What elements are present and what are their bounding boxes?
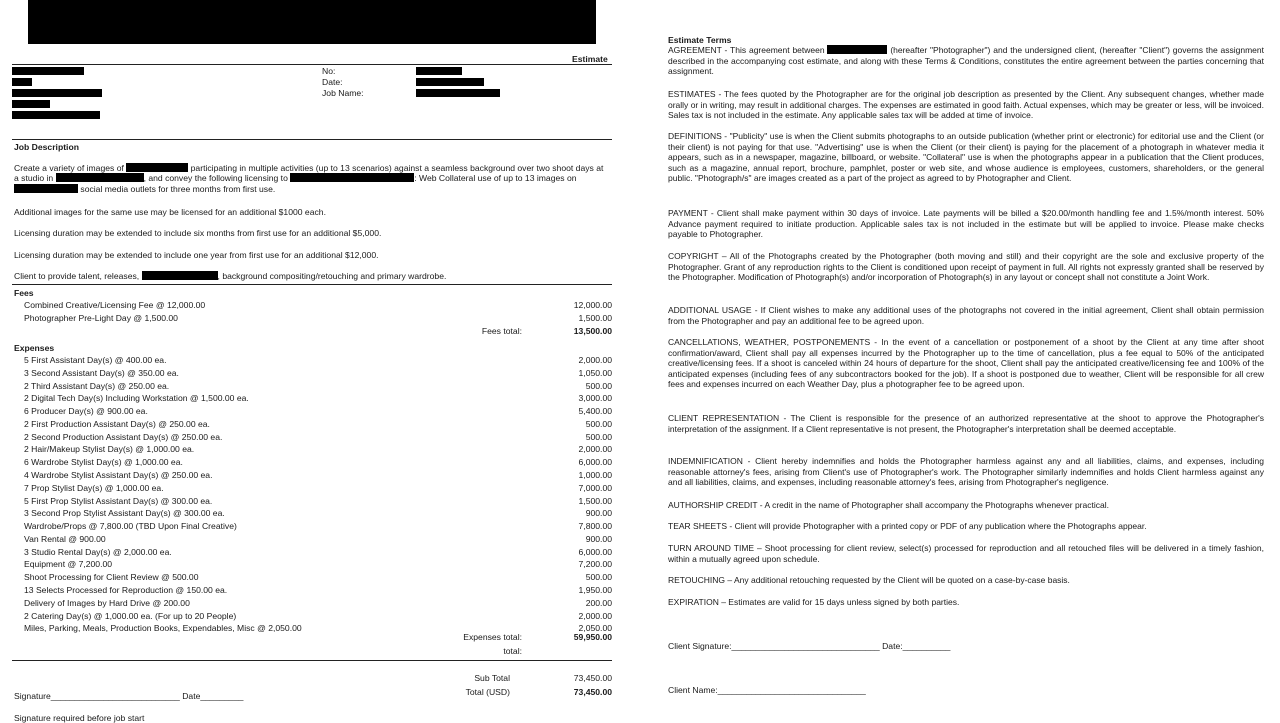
- expense-row-label: Shoot Processing for Client Review @ 500.00: [24, 572, 199, 583]
- fees-total-label: Fees total:: [481, 326, 522, 336]
- term-tear-sheets: TEAR SHEETS - Client will provide Photographer with a printed copy or PDF of any publication where the Photographs appear.: [668, 521, 1147, 531]
- grand-total-value: 73,450.00: [573, 687, 612, 697]
- expense-row-value: 900.00: [585, 508, 612, 519]
- term-expiration: EXPIRATION – Estimates are valid for 15 days unless signed by both parties.: [668, 597, 960, 607]
- expense-row-value: 6,000.00: [578, 546, 612, 557]
- redacted-number: [416, 67, 462, 75]
- redacted-job-name: [416, 89, 500, 97]
- term-definitions: DEFINITIONS - "Publicity" use is when the Client submits photographs to an outside publication (whether print or electronic) for editorial use and the Client (or their client) is not paying for that use. "Advertising" use is when the Client (or their client) is paying for the placement of a photograph in whatever media it appears, such as in a newspaper, magazine, billboard, or website. "Collateral" use is when the photographs appear in a publication that the Client produces, such as a magazine, annual report, brochure, pamphlet, poster or web site, and whose audience is employees, customers, shareholders, or the general public. "Photograph/s" are images created as a part of the project as agreed to by Photographer and Client.: [668, 131, 1264, 184]
- expense-row-label: Equipment @ 7,200.00: [24, 559, 113, 570]
- expense-row-value: 7,800.00: [578, 521, 612, 532]
- expense-row-label: 4 Wardrobe Stylist Assistant Day(s) @ 250.00 ea.: [24, 470, 213, 481]
- expense-row-label: Van Rental @ 900.00: [24, 533, 106, 544]
- redacted-letterhead: [28, 0, 596, 44]
- expense-row-label: 2 Third Assistant Day(s) @ 250.00 ea.: [24, 380, 170, 391]
- expense-row-label: 5 First Assistant Day(s) @ 400.00 ea.: [24, 355, 167, 365]
- expense-row-label: 3 Second Prop Stylist Assistant Day(s) @ 300.00 ea.: [24, 508, 225, 519]
- expense-row-value: 2,000.00: [578, 355, 612, 365]
- signature-line[interactable]: Signature___________________________ Date_________: [14, 691, 244, 701]
- estimate-label: Estimate: [572, 54, 608, 64]
- term-additional-usage: ADDITIONAL USAGE - If Client wishes to make any additional uses of the photographs not covered in the initial agreement, Client shall obtain permission from the Photographer and pay an additional fee to be agreed upon.: [668, 305, 1264, 326]
- redacted-client: [126, 163, 188, 172]
- terms-title: Estimate Terms: [668, 35, 732, 45]
- expenses-total-label: Expenses total:: [463, 632, 522, 642]
- fees-divider: [12, 284, 612, 285]
- client-signature-line[interactable]: Client Signature:_______________________________ Date:__________: [668, 641, 951, 651]
- expense-row-value: 2,000.00: [578, 610, 612, 621]
- expense-row-value: 1,050.00: [578, 367, 612, 378]
- expense-row-value: 1,000.00: [578, 470, 612, 481]
- grand-total-label: Total (USD): [465, 687, 510, 697]
- additional-images-note: Additional images for the same use may be licensed for an additional $1000 each.: [14, 207, 326, 217]
- expense-row-label: 2 Digital Tech Day(s) Including Workstation @ 1,500.00 ea.: [24, 393, 249, 404]
- term-cancellations: CANCELLATIONS, WEATHER, POSTPONEMENTS - In the event of a cancellation or postponement of a shoot by the Client at any time after shoot confirmation/award, Client shall pay all expenses incurred by the Photographer up to the time of cancellation, plus a fee equal to 50% of the anticipated creative/licensing fees. If a shoot is canceled within 24 hours of departure for the shoot, Client shall pay the anticipated creative/licensing fee and 100% of the anticipated expenses (including fees of any subcontractors booked for the job). If a shoot is postponed due to weather, Client will be responsible for all crew fees and expenses incurred on each Weather Day, plus a photographer fee to be agreed upon.: [668, 337, 1264, 390]
- expense-row-value: 3,000.00: [578, 393, 612, 404]
- expense-row-value: 7,000.00: [578, 482, 612, 493]
- job-description-title: Job Description: [14, 142, 79, 152]
- expense-row-label: 2 Second Production Assistant Day(s) @ 250.00 ea.: [24, 431, 223, 442]
- redacted-date: [416, 78, 484, 86]
- estimate-number-label: No:: [322, 66, 336, 76]
- expense-row-value: 7,200.00: [578, 559, 612, 570]
- expense-row-label: 7 Prop Stylist Day(s) @ 1,000.00 ea.: [24, 482, 164, 493]
- expense-row-value: 500.00: [585, 380, 612, 391]
- subtotal-value: 73,450.00: [573, 673, 612, 683]
- expense-row-label: 13 Selects Processed for Reproduction @ 150.00 ea.: [24, 585, 228, 596]
- expense-row-label: Delivery of Images by Hard Drive @ 200.00: [24, 597, 190, 608]
- job-divider: [12, 139, 612, 140]
- fees-title: Fees: [14, 288, 34, 298]
- redacted-address-line: [12, 89, 102, 97]
- job-description-paragraph: Create a variety of images of participating in multiple activities (up to 13 scenarios) against a seamless background over two shoot days at a studio in , and convey the following licensing to : Web Collateral use of up to 13 images on social media outlets for three months from first use.: [14, 163, 604, 194]
- signature-footnote: Signature required before job start: [14, 713, 145, 723]
- fees-total-value: 13,500.00: [573, 326, 612, 336]
- client-name-line[interactable]: Client Name:_______________________________: [668, 685, 866, 695]
- client-provides-note: Client to provide talent, releases, , background compositing/retouching and primary wardrobe.: [14, 271, 447, 281]
- expense-row-value: 500.00: [585, 572, 612, 583]
- expense-row-label: 6 Wardrobe Stylist Day(s) @ 1,000.00 ea.: [24, 457, 183, 468]
- term-estimates: ESTIMATES - The fees quoted by the Photographer are for the original job description as presented by the Client. Any subsequent changes, whether made orally or in writing, may result in additional charges. The expenses are estimated in good faith. Actual expenses, which may be greater or less, will be invoiced. Sales tax is not included in the estimate. Any applicable sales tax will be added at time of invoice.: [668, 89, 1264, 121]
- header-divider: [12, 64, 612, 65]
- expense-row-label: 2 Catering Day(s) @ 1,000.00 ea. (For up to 20 People): [24, 610, 237, 621]
- expense-row-label: Miles, Parking, Meals, Production Books, Expendables, Misc @ 2,050.00: [24, 623, 302, 634]
- fee-row-label: Combined Creative/Licensing Fee @ 12,000.00: [24, 300, 206, 310]
- job-name-label: Job Name:: [322, 88, 364, 98]
- expense-row-label: 2 First Production Assistant Day(s) @ 250.00 ea.: [24, 418, 210, 429]
- redacted-photographer: [827, 45, 887, 54]
- expenses-total-value: 59,950.00: [573, 632, 612, 642]
- term-turnaround-time: TURN AROUND TIME – Shoot processing for client review, select(s) processed for reproduction and all retouched files will be delivered in a timely fashion, within a mutually agreed upon schedule.: [668, 543, 1264, 564]
- blank-total-label: total:: [503, 646, 522, 656]
- redacted-licensee: [290, 173, 414, 182]
- summary-divider: [12, 660, 612, 661]
- redacted-address-line: [12, 111, 100, 119]
- term-indemnification: INDEMNIFICATION - Client hereby indemnifies and holds the Photographer harmless against any and all liabilities, claims, and expenses, including reasonable attorney's fees, arising from Client's use of Photographer's work. The Photographer similarly indemnifies and holds Client harmless against any and all liabilities, claims, and expenses, including reasonable attorney's fees, arising from Photographer's negligence.: [668, 456, 1264, 488]
- expense-row-value: 500.00: [585, 418, 612, 429]
- redacted-location: [56, 173, 144, 182]
- expense-row-value: 5,400.00: [578, 406, 612, 417]
- redacted-address-line: [12, 100, 50, 108]
- expense-row-value: 2,000.00: [578, 444, 612, 455]
- term-payment: PAYMENT - Client shall make payment within 30 days of invoice. Late payments will be billed a $20.00/month handling fee and 1.5%/month interest. 50% Advance payment required to initiate production. Applicable sales tax is not included in the estimate but will be applied to invoice. Please make checks payable to Photographer.: [668, 208, 1264, 240]
- subtotal-label: Sub Total: [474, 673, 510, 683]
- expense-row-value: 1,500.00: [578, 495, 612, 506]
- one-year-extension-note: Licensing duration may be extended to include one year from first use for an additional $12,000.: [14, 250, 379, 260]
- expense-row-label: Wardrobe/Props @ 7,800.00 (TBD Upon Final Creative): [24, 521, 237, 532]
- redacted-address-line: [12, 67, 84, 75]
- fee-row-value: 12,000.00: [573, 300, 612, 310]
- redacted-brand: [14, 184, 78, 193]
- term-client-representation: CLIENT REPRESENTATION - The Client is responsible for the presence of an authorized representative at the shoot to approve the Photographer's interpretation of the assignment. If a Client representative is not present, the Photographer's interpretation shall be deemed acceptable.: [668, 413, 1264, 434]
- redacted-provider: [142, 271, 218, 280]
- redacted-address-line: [12, 78, 32, 86]
- estimate-date-label: Date:: [322, 77, 343, 87]
- fee-row-value: 1,500.00: [578, 312, 612, 323]
- expense-row-label: 3 Second Assistant Day(s) @ 350.00 ea.: [24, 367, 179, 378]
- expense-row-value: 200.00: [585, 597, 612, 608]
- expense-row-label: 3 Studio Rental Day(s) @ 2,000.00 ea.: [24, 546, 172, 557]
- term-retouching: RETOUCHING – Any additional retouching requested by the Client will be quoted on a case-by-case basis.: [668, 575, 1070, 585]
- term-authorship-credit: AUTHORSHIP CREDIT - A credit in the name of Photographer shall accompany the Photographs whenever practical.: [668, 500, 1109, 510]
- expense-row-value: 500.00: [585, 431, 612, 442]
- expense-row-value: 1,950.00: [578, 585, 612, 596]
- expense-row-value: 2,050.00: [578, 623, 612, 634]
- expense-row-value: 900.00: [585, 533, 612, 544]
- term-copyright: COPYRIGHT – All of the Photographs created by the Photographer (both moving and still) and their copyright are the sole and exclusive property of the Photographer. Grant of any reproduction rights to the Client is conditioned upon receipt of payment in full. All rights not expressly granted shall be reserved by the Photographer. Modification of Photograph(s) and/or incorporation of Photograph(s) in any layout or concept shall not constitute a Joint Work.: [668, 251, 1264, 283]
- six-month-extension-note: Licensing duration may be extended to include six months from first use for an additional $5,000.: [14, 228, 382, 238]
- fee-row-label: Photographer Pre-Light Day @ 1,500.00: [24, 312, 178, 323]
- expense-row-value: 6,000.00: [578, 457, 612, 468]
- expense-row-label: 6 Producer Day(s) @ 900.00 ea.: [24, 406, 148, 417]
- expenses-title: Expenses: [14, 343, 55, 353]
- expense-row-label: 5 First Prop Stylist Assistant Day(s) @ 300.00 ea.: [24, 495, 213, 506]
- term-agreement: AGREEMENT - This agreement between (hereafter "Photographer") and the undersigned client, (hereafter "Client") governs the assignment described in the accompanying cost estimate, and along with these Terms & Conditions, constitutes the entire agreement between the parties concerning that assignment.: [668, 45, 1264, 77]
- expense-row-label: 2 Hair/Makeup Stylist Day(s) @ 1,000.00 ea.: [24, 444, 195, 455]
